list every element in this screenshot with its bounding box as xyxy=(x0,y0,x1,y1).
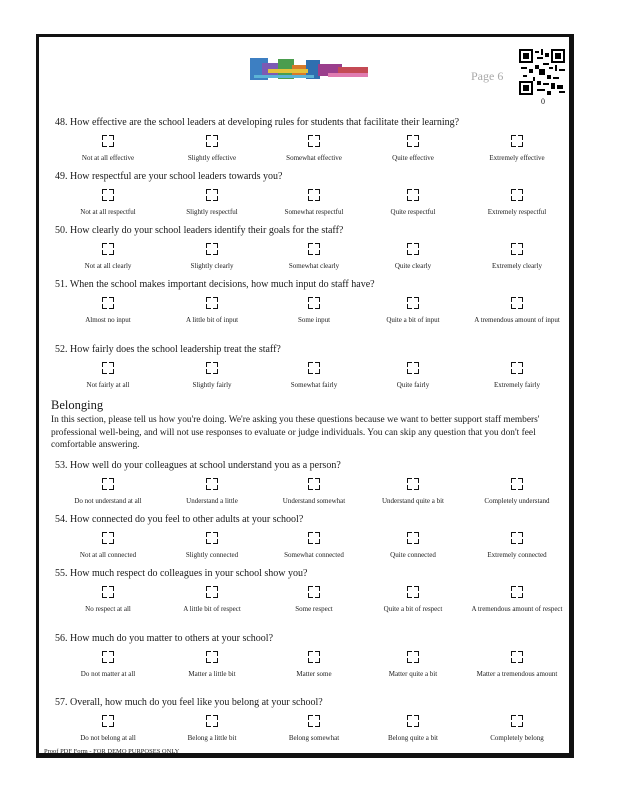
option-label: Slightly fairly xyxy=(192,381,232,389)
checkbox-icon[interactable] xyxy=(206,135,218,147)
checkbox-icon[interactable] xyxy=(308,297,320,309)
answer-option[interactable] xyxy=(53,532,163,560)
checkbox-icon[interactable] xyxy=(511,715,523,727)
question-text: 54. How connected do you feel to other adults at your school? xyxy=(55,514,304,525)
section-title: Belonging xyxy=(51,398,104,412)
answer-option[interactable] xyxy=(53,362,163,390)
question-text: 50. How clearly do your school leaders identify their goals for the staff? xyxy=(55,225,344,236)
option-label: Slightly effective xyxy=(187,154,237,162)
checkbox-icon[interactable] xyxy=(102,362,114,374)
answer-option[interactable] xyxy=(259,135,369,163)
answer-option[interactable] xyxy=(462,651,572,679)
question-text: 52. How fairly does the school leadership treat the staff? xyxy=(55,344,281,355)
logo xyxy=(248,55,378,85)
option-label: Do not matter at all xyxy=(80,670,136,678)
checkbox-icon[interactable] xyxy=(511,362,523,374)
answer-option[interactable] xyxy=(259,478,369,506)
option-label: Quite a bit of input xyxy=(386,316,440,324)
option-label: Matter some xyxy=(296,670,332,678)
answer-option[interactable] xyxy=(259,297,369,325)
option-label: A little bit of input xyxy=(185,316,239,324)
option-label: Extremely connected xyxy=(487,551,547,559)
option-label: Not at all connected xyxy=(79,551,137,559)
checkbox-icon[interactable] xyxy=(511,297,523,309)
checkbox-icon[interactable] xyxy=(102,297,114,309)
question-text: 49. How respectful are your school leaders towards you? xyxy=(55,171,283,182)
option-label: Slightly clearly xyxy=(190,262,234,270)
answer-option[interactable] xyxy=(358,586,468,614)
option-label: Extremely effective xyxy=(489,154,545,162)
option-label: Extremely fairly xyxy=(493,381,541,389)
section-intro: In this section, please tell us how you're doing. We're asking you these questions because we want to better support staff members' professional well-being, and will not use responses to evaluate or judge individuals. You can skip any question that you don't feel comfortable answering. xyxy=(51,415,540,450)
checkbox-icon[interactable] xyxy=(407,362,419,374)
question-text: 51. When the school makes important decisions, how much input do staff have? xyxy=(55,279,375,290)
answer-option[interactable] xyxy=(358,297,468,325)
checkbox-icon[interactable] xyxy=(206,362,218,374)
option-label: Matter a little bit xyxy=(188,670,236,678)
option-label: Slightly connected xyxy=(185,551,239,559)
answer-option[interactable] xyxy=(157,651,267,679)
answer-option[interactable] xyxy=(157,297,267,325)
checkbox-icon[interactable] xyxy=(407,651,419,663)
option-label: No respect at all xyxy=(85,605,131,613)
checkbox-icon[interactable] xyxy=(308,243,320,255)
answer-option[interactable] xyxy=(53,243,163,271)
checkbox-icon[interactable] xyxy=(206,532,218,544)
answer-option[interactable] xyxy=(157,532,267,560)
option-label: Do not belong at all xyxy=(80,734,136,742)
checkbox-icon[interactable] xyxy=(206,478,218,490)
option-label: Matter a tremendous amount xyxy=(476,670,558,678)
option-label: Belong quite a bit xyxy=(388,734,438,742)
answer-option[interactable] xyxy=(358,189,468,217)
answer-option[interactable] xyxy=(53,715,163,743)
answer-option[interactable] xyxy=(157,478,267,506)
checkbox-icon[interactable] xyxy=(102,586,114,598)
checkbox-icon[interactable] xyxy=(102,715,114,727)
answer-option[interactable] xyxy=(53,189,163,217)
checkbox-icon[interactable] xyxy=(407,243,419,255)
checkbox-icon[interactable] xyxy=(206,297,218,309)
checkbox-icon[interactable] xyxy=(407,189,419,201)
checkbox-icon[interactable] xyxy=(308,362,320,374)
answer-option[interactable] xyxy=(462,478,572,506)
checkbox-icon[interactable] xyxy=(206,189,218,201)
option-label: Not at all clearly xyxy=(84,262,132,270)
option-label: Extremely respectful xyxy=(487,208,547,216)
answer-option[interactable] xyxy=(462,189,572,217)
answer-option[interactable] xyxy=(157,586,267,614)
option-label: Extremely clearly xyxy=(492,262,542,270)
checkbox-icon[interactable] xyxy=(308,715,320,727)
checkbox-icon[interactable] xyxy=(206,586,218,598)
checkbox-icon[interactable] xyxy=(102,135,114,147)
checkbox-icon[interactable] xyxy=(308,135,320,147)
answer-option[interactable] xyxy=(259,189,369,217)
option-label: Matter quite a bit xyxy=(388,670,438,678)
option-label: Quite respectful xyxy=(390,208,436,216)
option-label: Quite a bit of respect xyxy=(383,605,443,613)
option-label: Somewhat respectful xyxy=(284,208,344,216)
answer-option[interactable] xyxy=(462,362,572,390)
option-label: Slightly respectful xyxy=(186,208,238,216)
answer-option[interactable] xyxy=(358,715,468,743)
option-label: Belong a little bit xyxy=(187,734,237,742)
answer-option[interactable] xyxy=(259,532,369,560)
checkbox-icon[interactable] xyxy=(511,243,523,255)
footer-note: Proof PDF Form - FOR DEMO PURPOSES ONLY xyxy=(44,748,180,755)
answer-option[interactable] xyxy=(462,715,572,743)
option-label: Quite fairly xyxy=(396,381,430,389)
answer-option[interactable] xyxy=(157,189,267,217)
answer-option[interactable] xyxy=(462,532,572,560)
option-label: Completely belong xyxy=(490,734,544,742)
answer-option[interactable] xyxy=(157,243,267,271)
checkbox-icon[interactable] xyxy=(407,135,419,147)
answer-option[interactable] xyxy=(462,586,572,614)
question-text: 56. How much do you matter to others at your school? xyxy=(55,633,274,644)
option-label: Somewhat effective xyxy=(286,154,342,162)
answer-option[interactable] xyxy=(358,135,468,163)
checkbox-icon[interactable] xyxy=(407,586,419,598)
question-text: 48. How effective are the school leaders at developing rules for students that facilitate their learning? xyxy=(55,117,460,128)
option-label: A tremendous amount of respect xyxy=(471,605,563,613)
checkbox-icon[interactable] xyxy=(308,478,320,490)
option-label: Quite clearly xyxy=(394,262,432,270)
checkbox-icon[interactable] xyxy=(511,532,523,544)
option-label: Do not understand at all xyxy=(74,497,142,505)
answer-option[interactable] xyxy=(53,135,163,163)
checkbox-icon[interactable] xyxy=(206,715,218,727)
qr-code-icon xyxy=(519,49,565,95)
option-label: Not at all effective xyxy=(81,154,135,162)
checkbox-icon[interactable] xyxy=(511,586,523,598)
option-label: Not at all respectful xyxy=(80,208,136,216)
option-label: Some input xyxy=(297,316,331,324)
option-label: Almost no input xyxy=(85,316,131,324)
answer-option[interactable] xyxy=(53,651,163,679)
checkbox-icon[interactable] xyxy=(102,532,114,544)
answer-option[interactable] xyxy=(358,478,468,506)
answer-option[interactable] xyxy=(53,478,163,506)
answer-option[interactable] xyxy=(259,362,369,390)
option-label: A tremendous amount of input xyxy=(474,316,560,324)
option-label: A little bit of respect xyxy=(183,605,241,613)
checkbox-icon[interactable] xyxy=(407,532,419,544)
option-label: Understand quite a bit xyxy=(381,497,444,505)
option-label: Somewhat clearly xyxy=(288,262,340,270)
checkbox-icon[interactable] xyxy=(102,478,114,490)
question-text: 53. How well do your colleagues at school understand you as a person? xyxy=(55,460,341,471)
option-label: Understand a little xyxy=(186,497,238,505)
answer-option[interactable] xyxy=(259,243,369,271)
answer-option[interactable] xyxy=(462,135,572,163)
option-label: Not fairly at all xyxy=(86,381,130,389)
checkbox-icon[interactable] xyxy=(102,243,114,255)
qr-caption: 0 xyxy=(541,97,545,106)
answer-option[interactable] xyxy=(259,651,369,679)
option-label: Somewhat fairly xyxy=(290,381,338,389)
answer-option[interactable] xyxy=(358,532,468,560)
option-label: Quite effective xyxy=(392,154,434,162)
checkbox-icon[interactable] xyxy=(407,715,419,727)
answer-option[interactable] xyxy=(157,135,267,163)
answer-option[interactable] xyxy=(358,243,468,271)
checkbox-icon[interactable] xyxy=(308,651,320,663)
checkbox-icon[interactable] xyxy=(511,189,523,201)
option-label: Somewhat connected xyxy=(284,551,344,559)
checkbox-icon[interactable] xyxy=(308,189,320,201)
option-label: Quite connected xyxy=(390,551,436,559)
checkbox-icon[interactable] xyxy=(102,651,114,663)
checkbox-icon[interactable] xyxy=(511,651,523,663)
answer-option[interactable] xyxy=(259,586,369,614)
answer-option[interactable] xyxy=(358,651,468,679)
checkbox-icon[interactable] xyxy=(511,478,523,490)
page-number: Page 6 xyxy=(471,69,504,83)
checkbox-icon[interactable] xyxy=(407,297,419,309)
answer-option[interactable] xyxy=(462,243,572,271)
answer-option[interactable] xyxy=(259,715,369,743)
option-label: Understand somewhat xyxy=(282,497,346,505)
checkbox-icon[interactable] xyxy=(511,135,523,147)
question-text: 55. How much respect do colleagues in your school show you? xyxy=(55,568,308,579)
checkbox-icon[interactable] xyxy=(407,478,419,490)
checkbox-icon[interactable] xyxy=(206,651,218,663)
answer-option[interactable] xyxy=(53,586,163,614)
checkbox-icon[interactable] xyxy=(102,189,114,201)
checkbox-icon[interactable] xyxy=(308,532,320,544)
answer-option[interactable] xyxy=(157,715,267,743)
answer-option[interactable] xyxy=(358,362,468,390)
option-label: Belong somewhat xyxy=(288,734,340,742)
option-label: Some respect xyxy=(295,605,333,613)
answer-option[interactable] xyxy=(53,297,163,325)
answer-option[interactable] xyxy=(157,362,267,390)
checkbox-icon[interactable] xyxy=(308,586,320,598)
checkbox-icon[interactable] xyxy=(206,243,218,255)
answer-option[interactable] xyxy=(462,297,572,325)
survey-page xyxy=(36,34,574,758)
question-text: 57. Overall, how much do you feel like you belong at your school? xyxy=(55,697,323,708)
option-label: Completely understand xyxy=(484,497,550,505)
